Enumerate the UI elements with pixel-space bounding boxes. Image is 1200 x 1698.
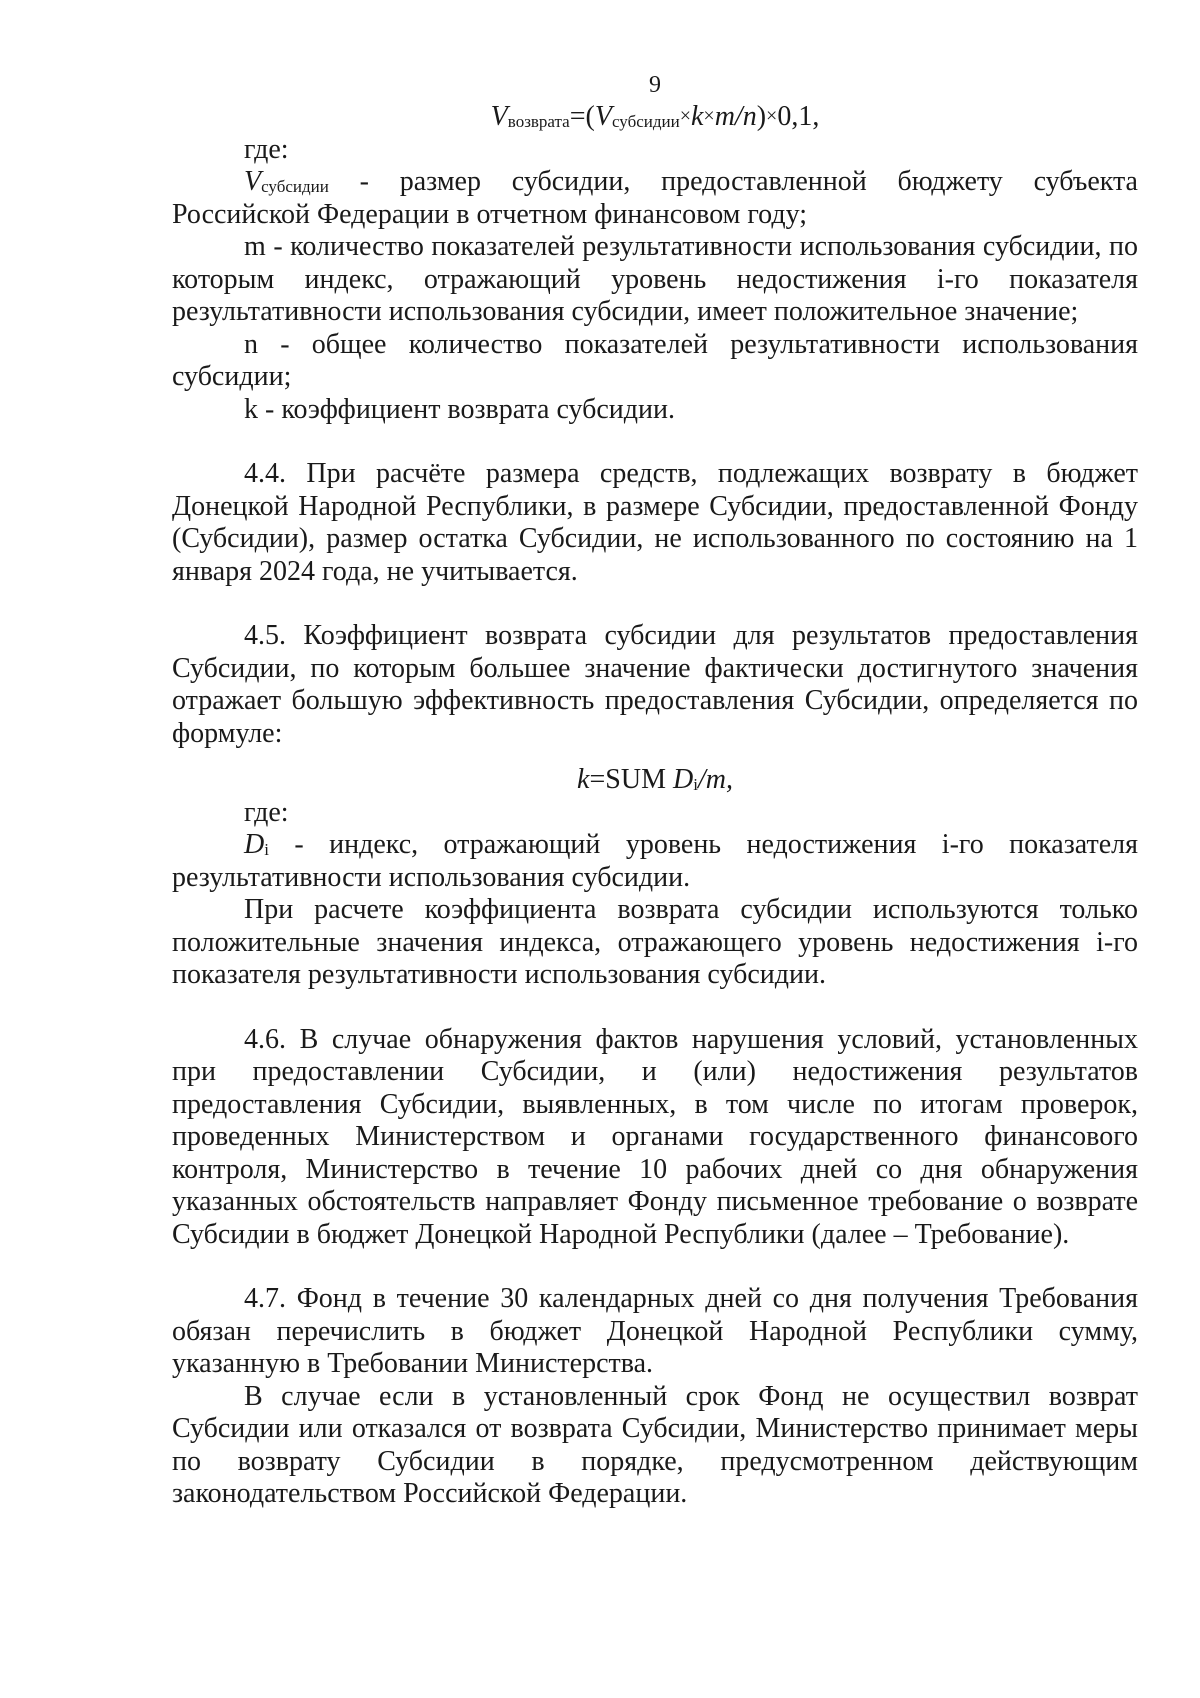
definition-k: k - коэффициент возврата субсидии. (244, 393, 676, 425)
paragraph-4-7: 4.7. Фонд в течение 30 календарных дней со дня получения Требования обязан перечислить в бюджет Донецкой Народной Республики сумму, указанную в Требовании Министерства. (172, 1283, 1138, 1379)
formula-refund-volume: $V_{возврата}=(V_{субсидии}\times k\times m/n)\times 0,1$, (490, 101, 820, 132)
paragraph-4-4: 4.4. При расчёте размера средств, подлежащих возврату в бюджет Донецкой Народной Республики, в размере Субсидии, предоставленной Фонду (Субсидии), размер остатка Субсидии, не использованного по состоянию на 1 января 2024 года, не учитывается. (172, 458, 1138, 587)
paragraph-calculation-note: При расчете коэффициента возврата субсидии используются только положительные значения индекса, отражающего уровень недостижения i-го показателя результативности использования субсидии. (172, 894, 1138, 990)
formula-coefficient: k=SUM $D_i/m$, (577, 764, 733, 795)
paragraph-4-7-continuation: В случае если в установленный срок Фонд не осуществил возврат Субсидии или отказался от возврата Субсидии, Министерство принимает меры по возврату Субсидии в порядке, предусмотренном действующим законодательством Российской Федерации. (172, 1380, 1138, 1509)
definition-d-index: $D_i$ - индекс, отражающий уровень недостижения i-го показателя результативности использования субсидии. (172, 829, 1138, 893)
where-label-2: где: (244, 796, 289, 828)
document-page (172, 70, 1138, 1511)
definition-n: n - общее количество показателей результативности использования субсидии; (172, 328, 1138, 392)
paragraph-4-5: 4.5. Коэффициент возврата субсидии для результатов предоставления Субсидии, по которым большее значение фактически достигнутого значения отражает большую эффективность предоставления Субсидии, определяется по формуле: (172, 620, 1138, 749)
definition-v-subsidy: $V_{субсидии}$ - размер субсидии, предоставленной бюджету субъекта Российской Федерации в отчетном финансовом году; (172, 166, 1138, 230)
where-label: где: (244, 133, 289, 165)
paragraph-4-6: 4.6. В случае обнаружения фактов нарушения условий, установленных при предоставлении Субсидии, и (или) недостижения результатов предоставления Субсидии, выявленных, в том числе по итогам проверок, проведенных Министерством и органами государственного финансового контроля, Министерство в течение 10 рабочих дней со дня обнаружения указанных обстоятельств направляет Фонду письменное требование о возврате Субсидии в бюджет Донецкой Народной Республики (далее – Требование). (172, 1023, 1138, 1250)
page-number: 9 (649, 72, 661, 98)
definition-m: m - количество показателей результативности использования субсидии, по которым индекс, отражающий уровень недостижения i-го показателя результативности использования субсидии, имеет положительное значение; (172, 231, 1138, 327)
